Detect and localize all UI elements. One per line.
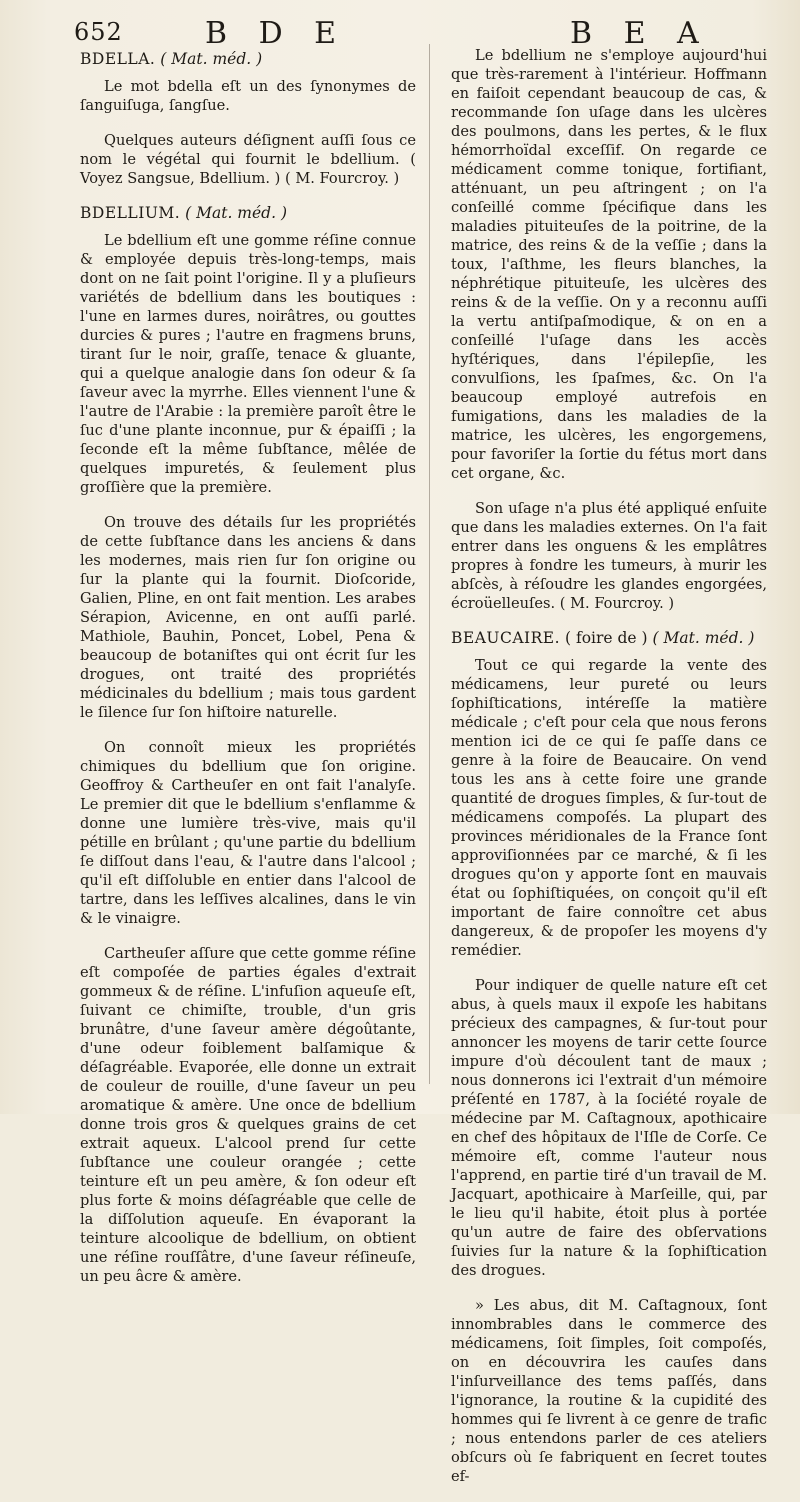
column-divider [429,44,430,1084]
page-number: 652 [74,18,123,46]
right-running-head: B E A [570,16,710,51]
paragraph: Tout ce qui regarde la vente des médicamens, leur pureté ou leurs ſophiſtications, intéreſſe la matière médicale ; c'eſt pour cela que nous ferons mention ici de ce qui ſe paſſe dans ce genre à la foire de Beaucaire. On vend tous les ans à cette foire une grande quantité de drogues ſimples, & ſur-tout de médicamens compoſés. La plupart des provinces méridionales de la France ſont approviſionnées par ce marché, & ſi les drogues qu'on y apporte ſont en mauvais état ou ſophiſtiquées, on conçoit qu'il eſt important de faire connoître cet abus dangereux, & de propoſer les moyens d'y remédier. [451,657,767,959]
paragraph: On connoît mieux les propriétés chimiques du bdellium que ſon origine. Geoffroy & Cartheuſer en ont fait l'analyſe. Le premier dit que le bdellium s'enflamme & donne une lumière très-vive, mais qu'il pétille en brûlant ; qu'une partie du bdellium ſe diſſout dans l'eau, & l'autre dans l'alcool ; qu'il eſt diſſoluble en entier dans l'alcool de tartre, dans les leſſives alcalines, dans le vin & le vinaigre. [80,739,416,927]
paragraph: Le mot bdella eſt un des ſynonymes de ſanguiſuga, ſangſue. [80,78,416,114]
paragraph: » Les abus, dit M. Caſtagnoux, ſont innombrables dans le commerce des médicamens, ſoit ſimples, ſoit compoſés, on en découvrira les cauſes dans l'inſurveillance des tems paſſés, dans l'ignorance, la routine & la cupidité des hommes qui ſe livrent à ce genre de trafic ; nous entendons parler de ces ateliers obſcurs où ſe fabriquent en ſecret toutes ef- [451,1297,767,1485]
entry-category: ( Mat. méd. ) [160,50,263,68]
paragraph: Cartheuſer aſſure que cette gomme réſine eſt compoſée de parties égales d'extrait gommeux & de réſine. L'infuſion aqueuſe eſt, ſuivant ce chimiſte, trouble, d'un gris brunâtre, d'une ſaveur amère dégoûtante, d'une odeur foiblement balſamique & déſagréable. Evaporée, elle donne un extrait de couleur de rouille, d'une ſaveur un peu aromatique & amère. Une once de bdellium donne trois gros & quelques grains de cet extrait aqueux. L'alcool prend ſur cette ſubſtance une couleur orangée ; cette teinture eſt un peu amère, & ſon odeur eſt plus forte & moins déſagréable que celle de la diſſolution aqueuſe. En évaporant la teinture alcoolique de bdellium, on obtient une réſine rouſſâtre, d'une ſaveur réſineuſe, un peu âcre & amère. [80,945,416,1285]
entry-subtitle: ( foire de ) [565,629,648,647]
entry-category: ( Mat. méd. ) [185,204,288,222]
paragraph: Son uſage n'a plus été appliqué enſuite que dans les maladies externes. On l'a fait entrer dans les onguens & les emplâtres propres à fondre les tumeurs, à murir les abſcès, à réſoudre les glandes engorgées, écroüelleuſes. ( M. Fourcroy. ) [451,500,767,612]
entry-title: BDELLIUM. [80,204,181,222]
right-column [451,46,767,1502]
paragraph: Quelques auteurs déſignent auſſi ſous ce nom le végétal qui fournit le bdellium. ( Voyez Sangsue, Bdellium. ) ( M. Fourcroy. ) [80,132,416,187]
left-column [80,50,416,1302]
paragraph: Pour indiquer de quelle nature eſt cet abus, à quels maux il expoſe les habitans précieux des campagnes, & ſur-tout pour annoncer les moyens de tarir cette ſource impure d'où découlent tant de maux ; nous donnerons ici l'extrait d'un mémoire préſenté en 1787, à la ſociété royale de médecine par M. Caſtagnoux, apothicaire en chef des hôpitaux de l'Iſle de Corſe. Ce mémoire eſt, comme l'auteur nous l'apprend, en partie tiré d'un travail de M. Jacquart, apothicaire à Marſeille, qui, par le lieu qu'il habite, étoit plus à portée qu'un autre de faire des obſervations ſuivies ſur la nature & la ſophiſtication des drogues. [451,977,767,1279]
entry-title: BEAUCAIRE. [451,629,561,647]
paragraph: On trouve des détails ſur les propriétés de cette ſubſtance dans les anciens & dans les modernes, mais rien ſur ſon origine ou ſur la plante qui la fournit. Dioſcoride, Galien, Pline, en ont fait mention. Les arabes Sérapion, Avicenne, en ont auſſi parlé. Mathiole, Bauhin, Poncet, Lobel, Pena & beaucoup de botaniſtes qui ont écrit ſur les drogues, ont traité des propriétés médicinales du bdellium ; mais tous gardent le ſilence ſur ſon hiſtoire naturelle. [80,514,416,721]
paragraph: Le bdellium ne s'employe aujourd'hui que très-rarement à l'intérieur. Hoffmann en faiſoit cependant beaucoup de cas, & recommande ſon uſage dans les ulcères des poulmons, dans les pertes, & le flux hémorrhoïdal exceſſif. On regarde ce médicament comme tonique, fortifiant, atténuant, un peu aſtringent ; on l'a conſeillé comme ſpécifique dans les maladies pituiteuſes de la poitrine, de la matrice, des reins & de la veſſie ; dans la toux, l'aſthme, les fleurs blanches, la néphrétique pituiteuſe, les ulcères des reins & de la veſſie. On y a reconnu auſſi la vertu antiſpaſmodique, & on en a conſeillé l'uſage dans les accès hyſtériques, dans l'épilepſie, les convulſions, les ſpaſmes, &c. On l'a beaucoup employé autrefois en fumigations, dans les maladies de la matrice, les ulcères, les engorgemens, pour favoriſer la ſortie du fétus mort dans cet organe, &c. [451,47,767,482]
entry-heading-beaucaire [451,629,767,648]
entry-heading-bdellium [80,204,416,223]
left-running-head: B D E [205,16,348,51]
entry-heading-bdella [80,50,416,69]
entry-category: ( Mat. méd. ) [652,629,755,647]
entry-title: BDELLA. [80,50,156,68]
page-header [0,16,800,51]
paragraph: Le bdellium eſt une gomme réſine connue & employée depuis très-long-temps, mais dont on ne ſait point l'origine. Il y a pluſieurs variétés de bdellium dans les boutiques : l'une en larmes dures, noirâtres, ou gouttes durcies & pures ; l'autre en fragmens bruns, tirant ſur le noir, graſſe, tenace & gluante, qui a quelque analogie dans ſon odeur & ſa ſaveur avec la myrrhe. Elles viennent l'une & l'autre de l'Arabie : la première paroît être le ſuc d'une plante inconnue, pur & épaiſſi ; la ſeconde eſt la même ſubſtance, mêlée de quelques impuretés, & ſeulement plus groſſière que la première. [80,232,416,496]
